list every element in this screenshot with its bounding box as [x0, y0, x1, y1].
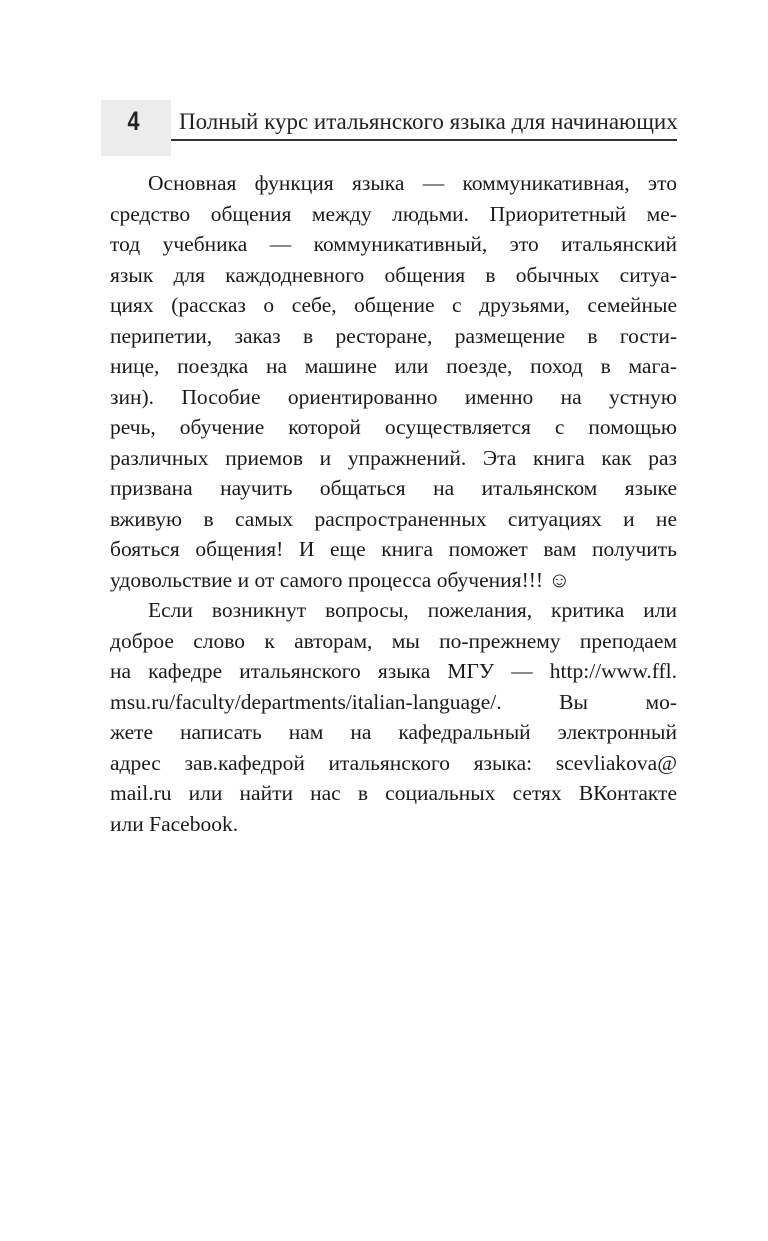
text-line: зин). Пособие ориентированно именно на устную — [110, 384, 677, 409]
text-line: Если возникнут вопросы, пожелания, критика или — [148, 598, 677, 622]
text-line: Основная функция языка — коммуникативная, это — [148, 171, 677, 195]
text-line: удовольствие и от самого процесса обучения!!! ☺ — [110, 567, 571, 592]
text-line: различных приемов и упражнений. Эта книга как раз — [110, 445, 677, 470]
text-line: тод учебника — коммуникативный, это итальянский — [110, 232, 677, 256]
text-line: речь, обучение которой осуществляется с помощью — [110, 415, 677, 439]
text-line: циях (рассказ о себе, общение с друзьями, семейные — [110, 293, 677, 317]
text-line: или Facebook. — [110, 811, 239, 836]
header-rule — [171, 139, 677, 141]
text-line: бояться общения! И еще книга поможет вам получить — [110, 537, 677, 561]
text-line: нице, поездка на машине или поезде, поход в мага- — [110, 354, 677, 378]
text-line: средство общения между людьми. Приоритетный ме- — [110, 201, 677, 226]
body-text — [110, 168, 677, 839]
text-line: перипетии, заказ в ресторане, размещение в гости- — [110, 323, 677, 348]
text-line: вживую в самых распространенных ситуациях и не — [110, 506, 677, 531]
paragraph-2 — [110, 595, 677, 839]
text-line: mail.ru или найти нас в социальных сетях ВКонтакте — [110, 781, 677, 805]
running-header-title: Полный курс итальянского языка для начинающих — [179, 109, 678, 134]
page-number: 4 — [127, 106, 140, 136]
text-line: доброе слово к авторам, мы по-прежнему преподаем — [110, 628, 677, 653]
text-line: msu.ru/faculty/departments/italian-language/. Вы мо- — [110, 689, 677, 714]
text-line: жете написать нам на кафедральный электронный — [110, 720, 677, 744]
text-line: язык для каждодневного общения в обычных ситуа- — [110, 262, 677, 287]
text-line: на кафедре итальянского языка МГУ — http://www.ffl. — [110, 659, 677, 683]
text-line: призвана научить общаться на итальянском языке — [110, 476, 677, 500]
text-line: адрес зав.кафедрой итальянского языка: scevliakova@ — [110, 750, 677, 775]
paragraph-1 — [110, 168, 677, 595]
